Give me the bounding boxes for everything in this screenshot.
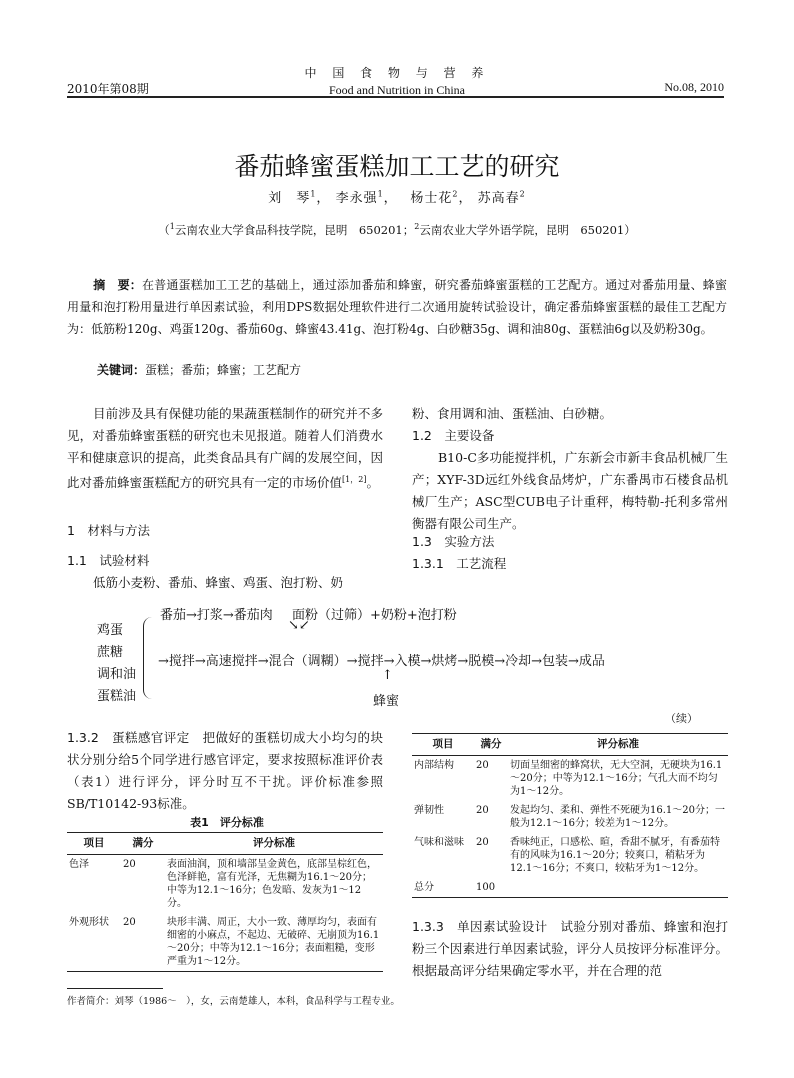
author-list <box>0 187 794 206</box>
section-heading-1: 1 材料与方法 <box>67 523 150 538</box>
table-cell: 块形丰满、周正，大小一致、薄厚均匀，表面有细密的小麻点，不起边、无破碎、无崩顶为16.1～20分；中等为12.1～16分；表面粗糙，变形严重为1～12分。 <box>167 917 380 967</box>
flow-item: 调和油 <box>97 667 137 682</box>
flow-flour: 面粉（过筛）+奶粉+泡打粉 <box>292 608 457 623</box>
table-cell: 内部结构 <box>414 760 454 771</box>
flow-item: 蔗糖 <box>97 645 124 660</box>
table-header: 满分 <box>480 738 502 750</box>
table-1-continued <box>412 733 728 898</box>
affil-sup: 1 <box>169 222 175 232</box>
journal-name-cn: 中 国 食 物 与 营 养 <box>304 66 490 80</box>
abstract-text: 在普通蛋糕加工工艺的基础上，通过添加番茄和蜂蜜，研究番茄蜂蜜蛋糕的工艺配方。通过对番茄用量、蜂蜜用量和泡打粉用量进行单因素试验，利用DPS数据处理软件进行二次通用旋转试验设计，确定番茄蜂蜜蛋糕的最佳工艺配方为：低筋粉120g、鸡蛋120g、番茄60g、蜂蜜43.41g、泡打粉4g、白砂糖35g、调和油80g、蛋糕油6g以及奶粉30g。 <box>67 278 727 336</box>
table-cell: 20 <box>476 760 489 771</box>
author-name: 刘 琴 <box>268 191 311 206</box>
table-cont-label: （续） <box>665 712 698 725</box>
table-header: 满分 <box>132 837 154 849</box>
flow-honey: 蜂蜜 <box>373 694 400 709</box>
flow-main-line: →搅拌→高速搅拌→混合（调糊）→搅拌→入模→烘烤→脱模→冷却→包装→成品 <box>158 654 605 669</box>
flow-up-arrow: ↑ <box>382 668 393 683</box>
table-row <box>412 878 728 898</box>
table-caption <box>157 814 297 830</box>
table-cell <box>508 878 728 898</box>
table-header: 项目 <box>432 738 454 750</box>
flow-item: 鸡蛋 <box>97 623 124 638</box>
intro-end: 。 <box>366 475 379 491</box>
flow-item: 蛋糕油 <box>97 689 137 704</box>
table-cell: 切面呈细密的蜂窝状，无大空洞，无硬块为16.1～20分；中等为12.1～16分；气孔大而不均匀为1～12分。 <box>510 760 723 797</box>
table-cell: 色泽 <box>69 859 89 870</box>
author-name: 李永强 <box>335 191 378 206</box>
table-header: 评分标准 <box>597 738 639 750</box>
citation: [1，2] <box>342 475 367 484</box>
affil-2: 云南农业大学外语学院，昆明 650201 <box>419 223 625 237</box>
materials-text: 低筋小麦粉、番茄、蜂蜜、鸡蛋、泡打粉、奶 <box>93 575 344 590</box>
author-sup: 2 <box>452 189 459 199</box>
keywords-text: 蛋糕；番茄；蜂蜜；工艺配方 <box>145 363 302 377</box>
paper-title: 番茄蜂蜜蛋糕加工工艺的研究 <box>234 152 560 181</box>
flow-brace <box>143 617 152 699</box>
abstract-label: 摘 要： <box>93 278 142 292</box>
abstract <box>67 274 727 340</box>
flow-left-items <box>97 620 136 708</box>
flow-tomato-line: 番茄→打浆→番茄肉 <box>160 608 273 623</box>
header-rule <box>67 96 724 98</box>
table-1 <box>67 832 383 972</box>
section-heading-1-3: 1.3 实验方法 <box>412 534 495 549</box>
journal-name-en: Food and Nutrition in China <box>329 83 465 97</box>
intro-text: 目前涉及具有保健功能的果蔬蛋糕制作的研究并不多见，对番茄蜂蜜蛋糕的研究也未见报道。随着人们消费水平和健康意识的提高，此类食品具有广阔的发展空间，因此对番茄蜂蜜蛋糕配方的研究具有一定的市场价值 <box>67 406 383 491</box>
author-sup: 2 <box>519 189 526 199</box>
table-cell: 外观形状 <box>69 917 109 928</box>
section-1-3-2 <box>67 727 383 815</box>
table-header: 项目 <box>83 837 105 849</box>
table-cell: 20 <box>476 805 489 816</box>
table-row <box>412 833 728 878</box>
table-cell: 总分 <box>414 882 434 893</box>
table-row <box>412 756 728 802</box>
table-cell: 发起均匀、柔和、弹性不死硬为16.1～20分；一般为12.1～16分；较差为1～12分。 <box>510 805 725 829</box>
intro-paragraph <box>67 403 383 494</box>
table-cell: 20 <box>123 859 136 870</box>
table-row <box>412 801 728 833</box>
author-sup: 1 <box>310 189 317 199</box>
table-cell: 20 <box>123 917 136 928</box>
sensory-text: 把做好的蛋糕切成大小均匀的块状分别分给5个同学进行感官评定，要求按照标准评价表（表1）进行评分，评分时互不干扰。评价标准参照SB/T10142-93标准。 <box>67 730 383 811</box>
equipment-text: B10-C多功能搅拌机，广东新会市新丰食品机械厂生产；XYF-3D远红外线食品烤炉，广东番禺市石楼食品机械厂生产；ASC型CUB电子计重秤，梅特勒-托利多常州衡器有限公司生产。 <box>412 450 728 531</box>
affiliations: （$^1$云南农业大学食品科技学院，昆明 650201；$^2$云南农业大学外语学院，昆明 650201） <box>158 222 636 237</box>
section-heading-1-3-3: 1.3.3 单因素试验设计 <box>412 919 548 934</box>
table-cell: 香味纯正，口感松、暄，香甜不腻牙，有番茄特有的风味为16.1～20分；较爽口，稍粘牙为12.1～16分；不爽口，较粘牙为1～12分。 <box>510 837 720 874</box>
affil-sup: 2 <box>414 222 420 232</box>
table-cell: 弹韧性 <box>414 805 444 816</box>
section-heading-1-3-2: 1.3.2 蛋糕感官评定 <box>67 730 190 745</box>
keywords-label: 关键词： <box>97 363 146 377</box>
table-cell: 表面油润，顶和墙部呈金黄色，底部呈棕红色，色泽鲜艳，富有光泽，无焦糊为16.1～20分；中等为12.1～16分；色发暗、发灰为1～12分。 <box>167 859 377 909</box>
table-cell: 20 <box>476 837 489 848</box>
footnote-rule <box>67 988 163 989</box>
table-row <box>67 913 383 972</box>
author-sep: ， <box>383 191 406 206</box>
author-sep: ， <box>316 191 331 206</box>
author-name: 苏高春 <box>477 191 520 206</box>
table-cell: 100 <box>476 882 496 893</box>
author-sep: ， <box>458 191 473 206</box>
section-1-3-3 <box>412 916 728 982</box>
section-heading-1-3-1: 1.3.1 工艺流程 <box>412 556 507 571</box>
issue-right: No.08, 2010 <box>664 80 724 94</box>
materials-continued: 粉、食用调和油、蛋糕油、白砂糖。 <box>412 406 613 421</box>
author-footnote: 作者简介：刘琴（1986～ ），女，云南楚雄人，本科，食品科学与工程专业。 <box>67 996 400 1007</box>
single-factor-text: 试验分别对番茄、蜂蜜和泡打粉三个因素进行单因素试验，评分人员按评分标准评分。根据最高评分结果确定零水平，并在合理的范 <box>412 919 728 978</box>
affil-1: 云南农业大学食品科技学院，昆明 650201； <box>174 223 415 237</box>
table-header: 评分标准 <box>253 837 295 849</box>
table-cell: 气味和滋味 <box>414 837 464 848</box>
section-heading-1-1: 1.1 试验材料 <box>67 553 150 568</box>
table-row <box>67 855 383 914</box>
author-name: 杨士花 <box>410 191 453 206</box>
table-caption-text: 表1 评分标准 <box>190 816 264 829</box>
flow-down-arrow: ↘↙ <box>288 618 310 633</box>
issue-left: 2010年第08期 <box>67 82 149 96</box>
author-sup: 1 <box>377 189 384 199</box>
keywords <box>97 361 301 378</box>
section-heading-1-2: 1.2 主要设备 <box>412 428 495 443</box>
